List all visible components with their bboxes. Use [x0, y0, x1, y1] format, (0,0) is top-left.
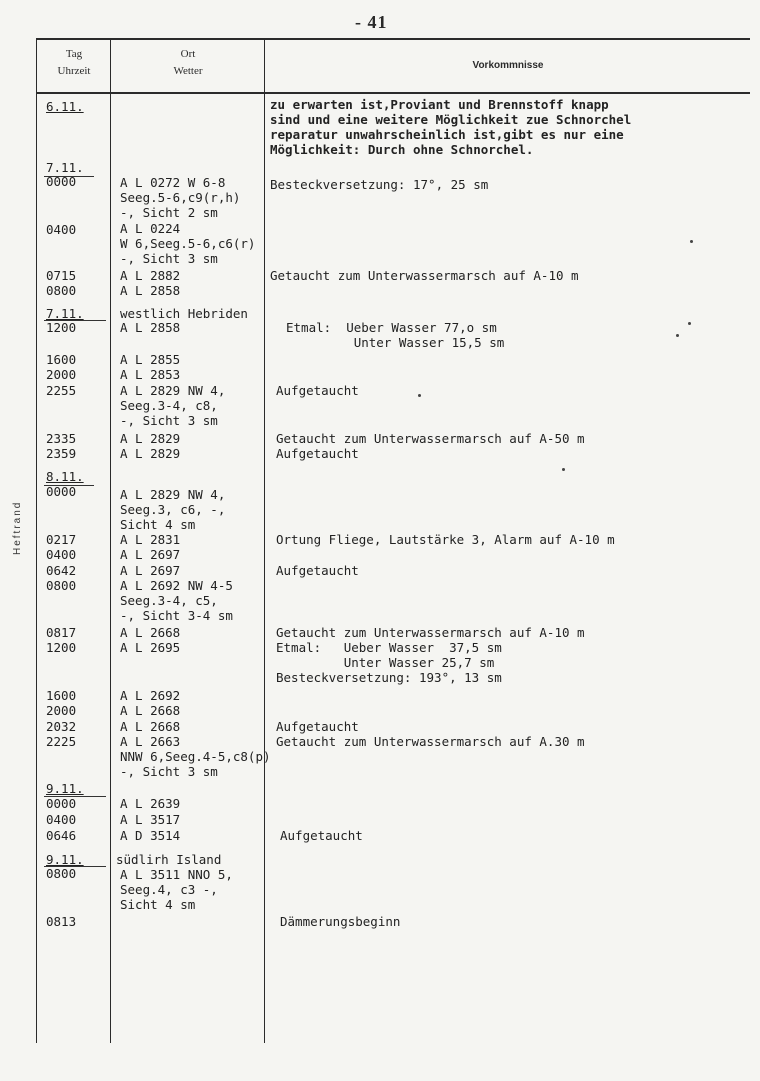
scan-speck [690, 240, 693, 243]
time-cell: 0000 [46, 484, 77, 499]
header-wetter-label: Wetter [173, 65, 203, 77]
time-cell: 0400 [46, 547, 77, 562]
time-cell: 0400 [46, 222, 77, 237]
date-9-11: 9.11. [46, 852, 84, 867]
column-divider-1 [36, 38, 37, 1043]
scan-speck [676, 334, 679, 337]
position-cell: A L 2639 [120, 796, 181, 811]
event-text: Getaucht zum Unterwassermarsch auf A-50 m [276, 431, 585, 446]
event-text: zu erwarten ist,Proviant und Brennstoff knapp sind und eine weitere Möglichkeit zue Schnorchel reparatur unwahrscheinlich ist,gibt es nur eine Möglichkeit: Durch ohne Schnorchel. [270, 97, 632, 157]
time-cell: 0000 [46, 174, 77, 189]
position-cell: A L 2663 NNW 6,Seeg.4-5,c8(p) -, Sicht 3 sm [120, 734, 271, 779]
event-text: Etmal: Ueber Wasser 77,o sm Unter Wasser 15,5 sm [286, 320, 505, 350]
position-cell: A L 2668 [120, 703, 181, 718]
event-text: Aufgetaucht [276, 563, 359, 578]
position-cell: A L 2831 [120, 532, 181, 547]
margin-label: Heftrand [12, 500, 23, 555]
date-6-11: 6.11. [46, 99, 84, 114]
time-cell: 0400 [46, 812, 77, 827]
position-cell: A L 2858 [120, 283, 181, 298]
time-cell: 0642 [46, 563, 77, 578]
position-cell: A L 2697 [120, 547, 181, 562]
header-events: Vorkommnisse [472, 60, 544, 71]
position-cell: A L 3511 NNO 5, Seeg.4, c3 -, Sicht 4 sm [120, 867, 233, 912]
event-text: Getaucht zum Unterwassermarsch auf A-10 m [270, 268, 579, 283]
position-cell: A L 2668 [120, 625, 181, 640]
scan-speck [418, 394, 421, 397]
event-text: Getaucht zum Unterwassermarsch auf A-10 m [276, 625, 585, 640]
event-text: Besteckversetzung: 17°, 25 sm [270, 177, 489, 192]
event-text: Aufgetaucht [280, 828, 363, 843]
event-text: Aufgetaucht [276, 383, 359, 398]
time-cell: 0217 [46, 532, 77, 547]
scan-speck [688, 322, 691, 325]
position-cell: A L 2855 [120, 352, 181, 367]
header-tag-label: Tag [65, 48, 83, 60]
time-cell: 2000 [46, 367, 77, 382]
scan-speck [562, 468, 565, 471]
header-ort-label: Ort [180, 48, 196, 60]
event-text: Aufgetaucht [276, 719, 359, 734]
time-cell: 2032 [46, 719, 77, 734]
time-cell: 1600 [46, 352, 77, 367]
header-date-time [38, 46, 110, 80]
region-label: südlirh Island [116, 852, 222, 867]
time-cell: 2225 [46, 734, 77, 749]
time-cell: 0715 [46, 268, 77, 283]
time-cell: 2000 [46, 703, 77, 718]
position-cell: A L 3517 [120, 812, 181, 827]
position-cell: A L 2692 NW 4-5 Seeg.3-4, c5, -, Sicht 3-4 sm [120, 578, 233, 623]
page-number: - 41 [355, 12, 388, 32]
event-text: Etmal: Ueber Wasser 37,5 sm Unter Wasser 25,7 sm Besteckversetzung: 193°, 13 sm [276, 640, 502, 685]
position-cell: A L 2829 [120, 446, 181, 461]
region-label: westlich Hebriden [120, 306, 248, 321]
column-divider-2 [110, 38, 111, 1043]
time-cell: 0800 [46, 866, 77, 881]
position-cell: A L 2829 [120, 431, 181, 446]
time-cell: 2359 [46, 446, 77, 461]
header-uhrzeit-label: Uhrzeit [57, 65, 91, 77]
position-cell: A D 3514 [120, 828, 181, 843]
time-cell: 0000 [46, 796, 77, 811]
event-text: Dämmerungsbeginn [280, 914, 401, 929]
event-text: Ortung Fliege, Lautstärke 3, Alarm auf A-10 m [276, 532, 615, 547]
time-cell: 0813 [46, 914, 77, 929]
header-bottom-rule [36, 92, 750, 94]
event-text: Getaucht zum Unterwassermarsch auf A.30 m [276, 734, 585, 749]
table-top-rule [36, 38, 750, 40]
position-cell: A L 2695 [120, 640, 181, 655]
time-cell: 1600 [46, 688, 77, 703]
date-7-11: 7.11. [46, 306, 84, 321]
position-cell: A L 2829 NW 4, Seeg.3-4, c8, -, Sicht 3 sm [120, 383, 226, 428]
time-cell: 0800 [46, 578, 77, 593]
header-location-weather [112, 46, 264, 80]
time-cell: 1200 [46, 320, 77, 335]
time-cell: 1200 [46, 640, 77, 655]
position-cell: A L 0224 W 6,Seeg.5-6,c6(r) -, Sicht 3 sm [120, 221, 256, 266]
event-text: Aufgetaucht [276, 446, 359, 461]
time-cell: 2255 [46, 383, 77, 398]
column-divider-3 [264, 38, 265, 1043]
time-cell: 2335 [46, 431, 77, 446]
date-9-11: 9.11. [46, 781, 84, 796]
position-cell: A L 2858 [120, 320, 181, 335]
date-8-11: 8.11. [46, 469, 84, 484]
time-cell: 0800 [46, 283, 77, 298]
position-cell: A L 2829 NW 4, Seeg.3, c6, -, Sicht 4 sm [120, 487, 226, 532]
position-cell: A L 2882 [120, 268, 181, 283]
position-cell: A L 2697 [120, 563, 181, 578]
time-cell: 0817 [46, 625, 77, 640]
position-cell: A L 2668 [120, 719, 181, 734]
date-7-11: 7.11. [46, 160, 84, 175]
position-cell: A L 2692 [120, 688, 181, 703]
position-cell: A L 2853 [120, 367, 181, 382]
position-cell: A L 0272 W 6-8 Seeg.5-6,c9(r,h) -, Sicht 2 sm [120, 175, 241, 220]
time-cell: 0646 [46, 828, 77, 843]
